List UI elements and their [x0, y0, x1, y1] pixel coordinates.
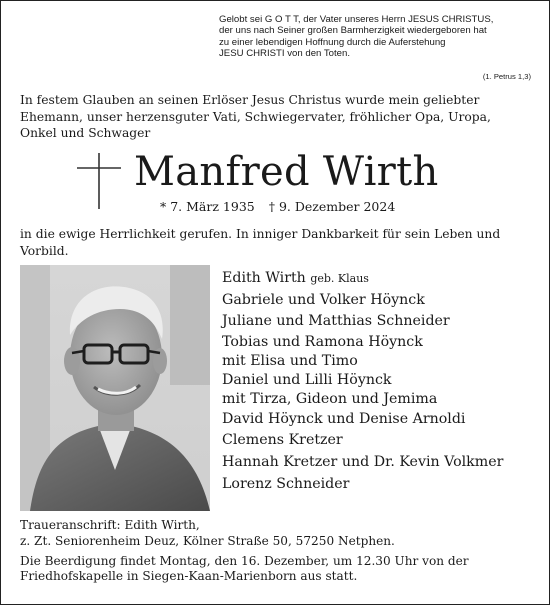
intro-line: Onkel und Schwager: [20, 126, 151, 140]
birth-date: * 7. März 1935: [160, 199, 255, 214]
intro-line: Ehemann, unser herzensguter Vati, Schwiegervater, fröhlicher Opa, Uropa,: [20, 109, 491, 124]
verse-line: Gelobt sei G O T T, der Vater unseres Herrn JESUS CHRISTUS,: [219, 14, 494, 25]
maiden-name: geb. Klaus: [310, 272, 369, 285]
family-member: mit Tirza, Gideon und Jemima: [222, 390, 438, 407]
verse-line: JESU CHRISTI von den Toten.: [219, 47, 350, 59]
family-member: Juliane und Matthias Schneider: [222, 313, 450, 330]
glory-line: Vorbild.: [20, 243, 69, 258]
portrait-photo: [20, 265, 210, 511]
verse-reference: (1. Petrus 1,3): [482, 72, 531, 81]
family-member: Tobias und Ramona Höynck: [222, 333, 423, 350]
address-line: z. Zt. Seniorenheim Deuz, Kölner Straße 50, 57250 Netphen.: [20, 533, 395, 548]
family-list: [222, 268, 542, 495]
verse-line: zu einer lebendigen Hoffnung durch die Auferstehung: [219, 36, 446, 48]
family-member: Hannah Kretzer und Dr. Kevin Volkmer: [222, 453, 504, 470]
glory-text: [20, 226, 530, 259]
verse-line: der uns nach Seiner großen Barmherzigkeit wiedergeboren hat: [219, 25, 487, 37]
footer-info: [20, 518, 535, 585]
life-dates: [160, 199, 395, 214]
intro-line: In festem Glauben an seinen Erlöser Jesus Christus wurde mein geliebter: [20, 93, 480, 107]
family-member: David Höynck und Denise Arnoldi: [222, 410, 466, 427]
funeral-line: Friedhofskapelle in Siegen-Kaan-Marienborn aus statt.: [20, 569, 358, 584]
death-date: † 9. Dezember 2024: [268, 199, 396, 214]
family-member: Daniel und Lilli Höynck: [222, 371, 392, 388]
bible-verse: [219, 14, 539, 59]
address-line: Traueranschrift: Edith Wirth,: [20, 518, 200, 532]
family-member: Lorenz Schneider: [222, 475, 350, 492]
cross-icon: [76, 152, 122, 210]
funeral-line: Die Beerdigung findet Montag, den 16. Dezember, um 12.30 Uhr von der: [20, 553, 469, 568]
glory-line: in die ewige Herrlichkeit gerufen. In inniger Dankbarkeit für sein Leben und: [20, 227, 501, 241]
family-member: mit Elisa und Timo: [222, 352, 358, 369]
intro-text: [20, 92, 530, 142]
family-member: Edith Wirth geb. Klaus: [222, 270, 369, 286]
family-member: Clemens Kretzer: [222, 432, 343, 449]
deceased-name: Manfred Wirth: [134, 149, 439, 195]
family-member: Gabriele und Volker Höynck: [222, 291, 425, 308]
